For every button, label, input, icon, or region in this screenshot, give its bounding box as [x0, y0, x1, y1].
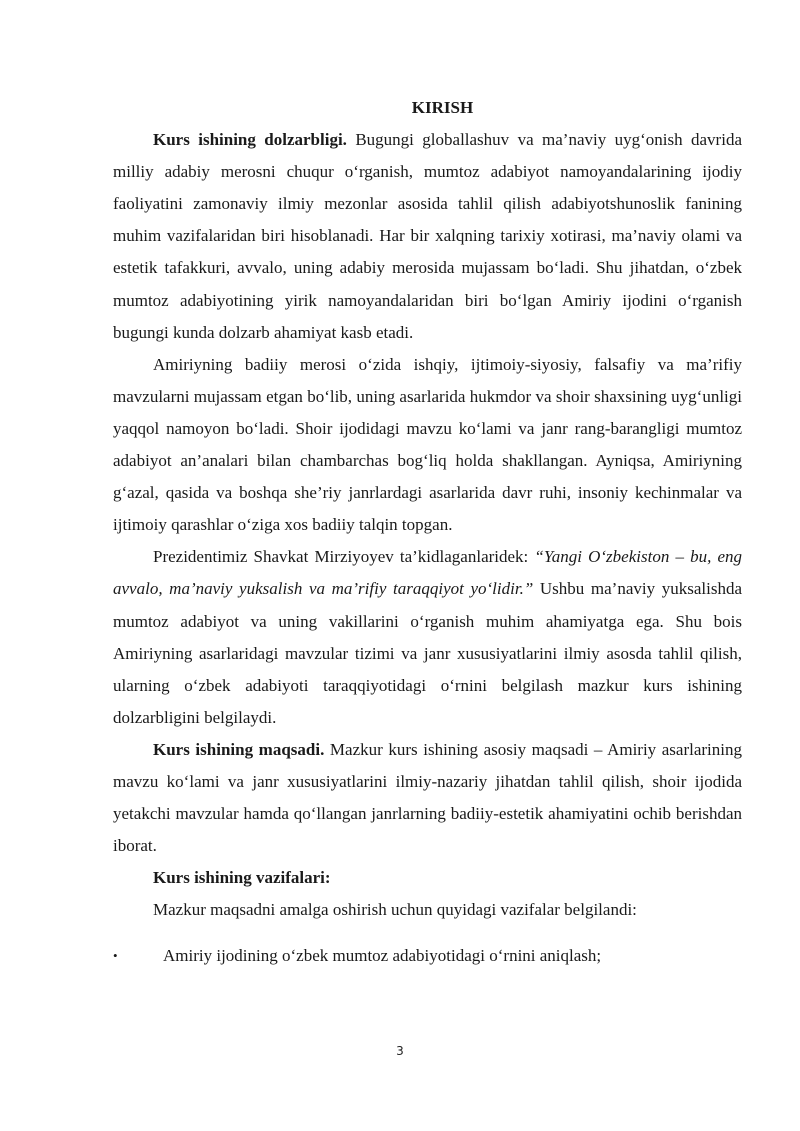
tasks-intro: Mazkur maqsadni amalga oshirish uchun quyidagi vazifalar belgilandi: — [153, 900, 637, 920]
list-item — [113, 940, 742, 972]
paragraph-goal — [113, 734, 742, 862]
presidential-quote: “Yangi O‘zbekiston – bu, eng avvalo, ma’naviy yuksalish va ma’rifiy taraqqiyot yo‘lidir.” — [113, 547, 742, 599]
page-number: 3 — [396, 1044, 404, 1058]
paragraph-relevance — [113, 124, 742, 349]
paragraph-text-before: Prezidentimiz Shavkat Mirziyoyev ta’kidlaganlaridek: — [153, 547, 535, 567]
paragraph-text-after: Ushbu ma’naviy yuksalishda mumtoz adabiyot va uning vakillarini o‘rganish muhim ahamiyatga ega. Shu bois Amiriyning asarlaridagi mavzular tizimi va janr xususiyatlarini ilmiy asosda tahlil qilish, ularning o‘zbek adabiyoti taraqqiyotidagi o‘rnini belgilash mazkur kurs ishining dolzarbligini belgilaydi. — [113, 579, 743, 727]
paragraph-text: Mazkur kurs ishining asosiy maqsadi – Amiriy asarlarining mavzu ko‘lami va janr xususiyatlarini ilmiy-nazariy jihatdan tahlil qilish, shoir ijodida yetakchi mavzular hamda qo‘llangan janrlarning badiiy-estetik ahamiyatini ochib berishdan iborat. — [113, 739, 742, 856]
tasks-heading: Kurs ishining vazifalari: — [153, 868, 331, 888]
paragraph-text: Bugungi globallashuv va ma’naviy uyg‘onish davrida milliy adabiy merosni chuqur o‘rganish, mumtoz adabiyot namoyandalarining ijodiy faoliyatini zamonaviy ilmiy mezonlar asosida tahlil qilish adabiyotshunoslik fanining muhim vazifalaridan biri hisoblanadi. Har bir xalqning tarixiy xotirasi, ma’naviy olami va estetik tafakkuri, avvalo, uning adabiy merosida mujassam bo‘ladi. Shu jihatdan, o‘zbek mumtoz adabiyotining yirik namoyandalaridan biri bo‘lgan Amiriy ijodini o‘rganish bugungi kunda dolzarb ahamiyat kasb etadi. — [113, 130, 742, 342]
paragraph-lead: Kurs ishining dolzarbligi. — [153, 130, 347, 150]
bullet-icon: • — [113, 948, 118, 964]
paragraph-quote — [113, 541, 742, 734]
list-item-text: Amiriy ijodining o‘zbek mumtoz adabiyotidagi o‘rnini aniqlash; — [163, 946, 602, 966]
paragraph-lead: Kurs ishining maqsadi. — [153, 739, 325, 759]
page-body — [113, 92, 742, 973]
paragraph-text: Amiriyning badiiy merosi o‘zida ishqiy, ijtimoiy-siyosiy, falsafiy va ma’rifiy mavzularni mujassam etgan bo‘lib, uning asarlarida hukmdor va shoir shaxsining uyg‘unligi yaqqol namoyon bo‘ladi. Shoir ijodidagi mavzu ko‘lami va janr rang-barangligi mumtoz adabiyot an’analari bilan chambarchas bog‘liq holda shakllangan. Ayniqsa, Amiriyning g‘azal, qasida va boshqa she’riy janrlardagi asarlarida davr ruhi, insoniy kechinmalar va ijtimoiy qarashlar o‘ziga xos badiiy talqin topgan. — [113, 354, 742, 535]
paragraph-heritage — [113, 349, 742, 542]
page-title: KIRISH — [411, 98, 474, 117]
